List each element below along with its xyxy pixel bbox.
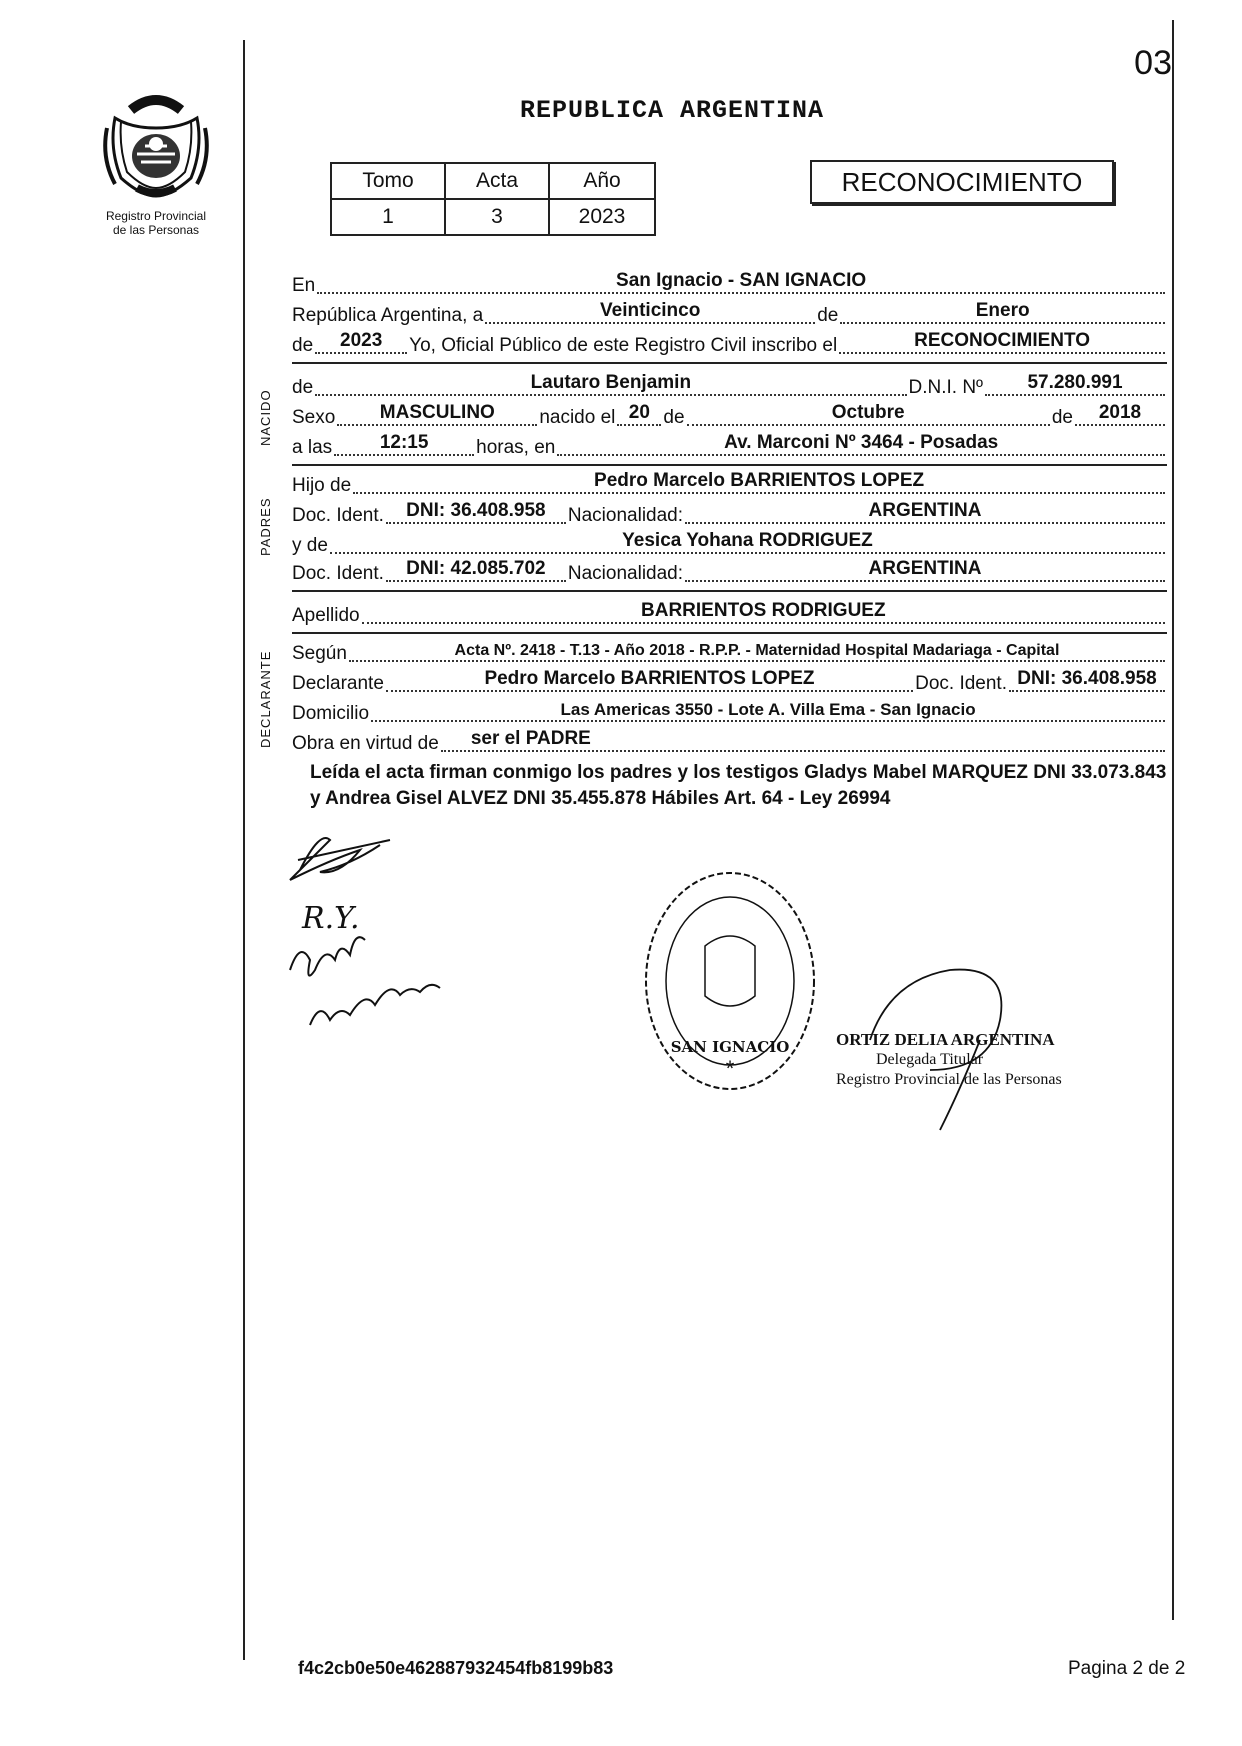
hora-value: 12:15 xyxy=(379,432,429,453)
declarante-field xyxy=(386,666,913,692)
anio-value: 2023 xyxy=(549,199,655,235)
lugar-field xyxy=(557,430,1165,456)
section-divider xyxy=(292,632,1167,634)
dia-field xyxy=(485,298,815,324)
nacido-label: nacido el xyxy=(539,407,616,428)
official-office: Registro Provincial de las Personas xyxy=(836,1071,1062,1088)
nac-mes-value: Octubre xyxy=(831,402,905,423)
sexo-field xyxy=(337,400,537,426)
logo-caption-line2: de las Personas xyxy=(112,223,200,237)
doc2-label: Doc. Ident. xyxy=(292,563,384,584)
doc1-field xyxy=(386,498,566,524)
horas-label: horas, en xyxy=(476,437,556,458)
row-apellido xyxy=(292,600,1167,628)
section-divider xyxy=(292,464,1167,466)
section-divider xyxy=(292,362,1167,364)
tomo-value: 1 xyxy=(331,199,445,235)
row-nombre xyxy=(292,372,1167,400)
row-segun xyxy=(292,638,1167,666)
sexo-value: MASCULINO xyxy=(379,402,495,423)
svg-text:*: * xyxy=(725,1056,735,1081)
doc2-value: DNI: 42.085.702 xyxy=(406,558,546,579)
acta-header: Acta xyxy=(445,163,549,199)
row-obra xyxy=(292,728,1167,756)
left-margin-line xyxy=(243,40,245,1660)
dia-value: Veinticinco xyxy=(600,300,701,321)
apellido-label: Apellido xyxy=(292,605,360,626)
row-sexo xyxy=(292,402,1167,430)
official-block xyxy=(836,1030,1062,1090)
side-label-declarante: DECLARANTE xyxy=(258,650,273,748)
dni-field xyxy=(985,370,1165,396)
official-stamp-icon xyxy=(640,866,820,1096)
row-doc-padre xyxy=(292,500,1167,528)
nombre-field xyxy=(315,370,906,396)
section-divider xyxy=(292,590,1167,592)
de4-label: de xyxy=(663,407,685,428)
doc1-value: DNI: 36.408.958 xyxy=(406,500,546,521)
nac2-value: ARGENTINA xyxy=(868,558,982,579)
row-madre xyxy=(292,530,1167,558)
nac1-field xyxy=(685,498,1165,524)
doc1-label: Doc. Ident. xyxy=(292,505,384,526)
record-table xyxy=(330,162,656,236)
apellido-field xyxy=(362,598,1165,624)
anio-field xyxy=(315,328,407,354)
signature-4 xyxy=(310,985,440,1025)
segun-field xyxy=(349,636,1165,662)
page-number: 03 xyxy=(1134,44,1172,82)
acta-value: 3 xyxy=(445,199,549,235)
doc3-field xyxy=(1009,666,1165,692)
en-label: En xyxy=(292,275,316,296)
misiones-seal-icon xyxy=(101,88,211,200)
domicilio-value: Las Americas 3550 - Lote A. Villa Ema - San Ignacio xyxy=(560,700,976,719)
row-declarante xyxy=(292,668,1167,696)
dni-value: 57.280.991 xyxy=(1027,372,1123,393)
stamp-text: SAN IGNACIO xyxy=(670,1038,790,1056)
nac-mes-field xyxy=(687,400,1050,426)
official-role: Delegada Titular xyxy=(876,1051,984,1068)
republica-label: República Argentina, a xyxy=(292,305,484,326)
record-table-header-row xyxy=(331,163,655,199)
nac1-label: Nacionalidad: xyxy=(567,505,684,526)
nac1-value: ARGENTINA xyxy=(868,500,982,521)
mes-value: Enero xyxy=(975,300,1030,321)
anio-header: Año xyxy=(549,163,655,199)
signature-2: R.Y. xyxy=(302,901,360,936)
segun-label: Según xyxy=(292,643,347,664)
page-indicator: Pagina 2 de 2 xyxy=(1068,1658,1186,1679)
mes-field xyxy=(840,298,1165,324)
hora-field xyxy=(334,430,474,456)
row-fecha xyxy=(292,300,1167,328)
row-doc-madre xyxy=(292,558,1167,586)
segun-value: Acta Nº. 2418 - T.13 - Año 2018 - R.P.P. - Maternidad Hospital Madariaga - Capital xyxy=(454,642,1060,659)
nac-dia-value: 20 xyxy=(628,402,650,423)
padre-value: Pedro Marcelo BARRIENTOS LOPEZ xyxy=(594,470,925,491)
row-inscribo xyxy=(292,330,1167,358)
yde-label: y de xyxy=(292,535,328,556)
document-title: REPUBLICA ARGENTINA xyxy=(520,96,825,125)
witness-signatures xyxy=(280,820,480,1050)
nac2-field xyxy=(685,556,1165,582)
madre-value: Yesica Yohana RODRIGUEZ xyxy=(622,530,873,551)
doc3-label: Doc. Ident. xyxy=(915,673,1007,694)
acto-value: RECONOCIMIENTO xyxy=(914,330,1091,351)
lugar-value: Av. Marconi Nº 3464 - Posadas xyxy=(724,432,999,453)
hijo-label: Hijo de xyxy=(292,475,352,496)
sexo-label: Sexo xyxy=(292,407,336,428)
nombre-value: Lautaro Benjamin xyxy=(530,372,692,393)
domicilio-field xyxy=(371,696,1165,722)
registry-logo xyxy=(86,88,226,237)
apellido-value: BARRIENTOS RODRIGUEZ xyxy=(641,600,886,621)
padre-field xyxy=(353,468,1165,494)
anio-value: 2023 xyxy=(340,330,383,351)
tomo-header: Tomo xyxy=(331,163,445,199)
row-en xyxy=(292,270,1167,298)
obra-value: ser el PADRE xyxy=(470,728,591,749)
de3-label: de xyxy=(292,377,314,398)
obra-field xyxy=(441,726,1165,752)
declarante-value: Pedro Marcelo BARRIENTOS LOPEZ xyxy=(484,668,815,689)
inscribo-label: Yo, Oficial Público de este Registro Civil inscribo el xyxy=(409,335,838,356)
en-field xyxy=(317,268,1165,294)
acto-field xyxy=(839,328,1165,354)
domicilio-label: Domicilio xyxy=(292,703,370,724)
dni-label: D.N.I. Nº xyxy=(908,377,983,398)
right-margin-line xyxy=(1172,20,1174,1620)
document-hash: f4c2cb0e50e462887932454fb8199b83 xyxy=(298,1658,614,1678)
row-padre xyxy=(292,470,1167,498)
en-value: San Ignacio - SAN IGNACIO xyxy=(616,270,867,291)
closing-statement: Leída el acta firman conmigo los padres y los testigos Gladys Mabel MARQUEZ DNI 33.073.843 y Andrea Gisel ALVEZ DNI 35.455.878 Hábiles Art. 64 - Ley 26994 xyxy=(310,762,1167,809)
side-label-padres: PADRES xyxy=(258,497,273,556)
nac-dia-field xyxy=(617,400,661,426)
de5-label: de xyxy=(1051,407,1073,428)
row-hora xyxy=(292,432,1167,460)
declarante-label: Declarante xyxy=(292,673,384,694)
de-label: de xyxy=(817,305,839,326)
de2-label: de xyxy=(292,335,314,356)
nac2-label: Nacionalidad: xyxy=(567,563,684,584)
row-domicilio xyxy=(292,698,1167,726)
madre-field xyxy=(330,528,1165,554)
side-label-nacido: NACIDO xyxy=(258,389,273,446)
doc3-value: DNI: 36.408.958 xyxy=(1017,668,1157,689)
alas-label: a las xyxy=(292,437,333,458)
record-table-value-row xyxy=(331,199,655,235)
signature-1 xyxy=(290,838,390,880)
logo-caption-line1: Registro Provincial xyxy=(105,209,207,223)
nac-anio-value: 2018 xyxy=(1098,402,1142,423)
nac-anio-field xyxy=(1075,400,1165,426)
document-type-box: RECONOCIMIENTO xyxy=(810,160,1114,204)
signature-3 xyxy=(290,937,365,975)
doc2-field xyxy=(386,556,566,582)
official-name: ORTIZ DELIA ARGENTINA xyxy=(836,1030,1055,1049)
obra-label: Obra en virtud de xyxy=(292,733,439,754)
